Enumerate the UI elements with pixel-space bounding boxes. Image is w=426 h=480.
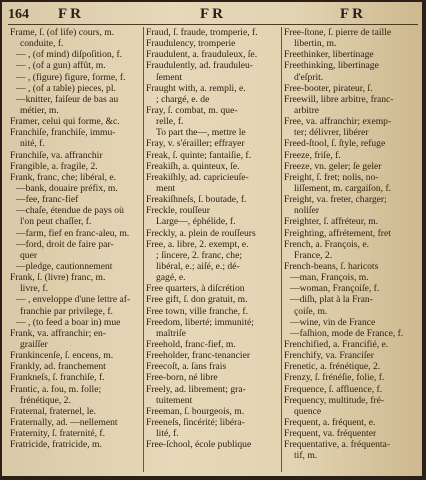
- dictionary-page: [2, 2, 422, 476]
- entry-line: Frequent, a. fréquent, e.: [284, 416, 376, 428]
- column-right: [284, 27, 420, 461]
- entry-line: — , (figure) figure, forme, f.: [16, 71, 126, 83]
- entry-line: libertin, m.: [294, 38, 337, 50]
- entry-line: Frenetic, a. frénétique, 2.: [284, 361, 381, 373]
- entry-line: Frangible, a. fragile, 2.: [10, 160, 98, 172]
- headword-left: FR: [58, 6, 84, 22]
- entry-line: Freakiſhneſs, ſ. boutade, f.: [146, 194, 247, 206]
- entry-line: Freeman, ſ. bourgeois, m.: [146, 405, 245, 417]
- entry-line: Freighter, ſ. affréteur, m.: [284, 216, 379, 228]
- entry-line: Free-ſtone, ſ. pierre de taille: [284, 27, 392, 38]
- entry-line: Free-booter, pirateur, ſ.: [284, 82, 373, 94]
- entry-line: Fratricide, fratricide, m.: [10, 439, 102, 451]
- entry-line: Freckle, rouſſeur: [146, 205, 210, 217]
- entry-line: Freak, ſ. quinte; fantaiſie, f.: [146, 149, 251, 161]
- header-rule: [8, 24, 418, 25]
- entry-line: noliſer: [294, 205, 320, 217]
- entry-line: — , enveloppe d'une lettre af-: [16, 294, 131, 306]
- entry-line: Fraternal, fraternel, le.: [10, 405, 97, 417]
- entry-line: Frequent, va. fréquenter: [284, 428, 377, 440]
- entry-line: arbitre: [294, 104, 320, 116]
- entry-line: Free-ſchool, école publique: [146, 439, 252, 451]
- entry-line: To part the—, mettre le: [156, 127, 246, 139]
- entry-line: Frenchify, va. Franciſer: [284, 350, 374, 362]
- entry-line: —farm, fief en franc-aleu, m.: [16, 227, 130, 239]
- entry-line: Franchiſe, franchiſe, immu-: [10, 127, 116, 139]
- entry-line: l'on peut chaſſer, f.: [20, 216, 92, 228]
- entry-line: French-beans, ſ. haricots: [284, 260, 379, 272]
- entry-line: Fraternally, ad. —nellement: [10, 416, 118, 428]
- entry-line: Free, va. affranchir; exemp-: [284, 116, 392, 128]
- entry-line: Frankly, ad. franchement: [10, 361, 106, 373]
- entry-line: —chaſe, étendue de pays où: [16, 205, 124, 217]
- entry-line: Freedom, liberté; immunité;: [146, 316, 254, 328]
- entry-line: Fraternity, ſ. fraternité, f.: [10, 428, 106, 440]
- entry-line: Freckly, a. plein de rouſſeurs: [146, 227, 256, 239]
- entry-line: —diſh, plat à la Fran-: [290, 294, 373, 306]
- entry-line: —pledge, cautionnement: [16, 260, 113, 272]
- entry-line: —bank, douaire préfix, m.: [16, 182, 118, 194]
- headword-center: FR: [200, 6, 226, 22]
- entry-line: Freethinker, libertinage: [284, 49, 374, 61]
- entry-line: Frank, va. affranchir; en-: [10, 327, 106, 339]
- entry-line: Freecoſt, a. ſans frais: [146, 361, 227, 373]
- entry-line: Fraudulency, tromperie: [146, 38, 236, 50]
- entry-line: Fraudulently, ad. frauduleu-: [146, 60, 254, 72]
- entry-line: Free quarters, à diſcrétion: [146, 283, 245, 295]
- entry-line: ment: [156, 182, 176, 194]
- entry-line: lité, f.: [156, 428, 179, 440]
- entry-line: tif, m.: [294, 450, 318, 462]
- entry-line: liſſement, m. cargaiſon, f.: [294, 182, 392, 194]
- entry-line: ; chargé, e. de: [156, 93, 210, 105]
- column-divider: [281, 27, 282, 472]
- column-left: [10, 27, 142, 450]
- entry-line: maîtriſe: [156, 327, 186, 339]
- entry-line: —ford, droit de faire par-: [16, 238, 114, 250]
- entry-line: Freeholder, franc-tenancier: [146, 350, 251, 362]
- entry-line: — , (of a gun) affût, m.: [16, 60, 106, 72]
- entry-line: Free gift, ſ. don gratuit, m.: [146, 294, 248, 306]
- entry-line: tuitement: [156, 394, 193, 406]
- entry-line: ter; délivrer, libérer: [294, 127, 369, 139]
- entry-line: Fray, v. s'érailler; effrayer: [146, 138, 245, 150]
- entry-line: Freeze, friſe, f.: [284, 149, 341, 161]
- entry-line: Free-born, né libre: [146, 372, 218, 384]
- entry-line: — , (of mind) diſpoſition, f.: [16, 49, 123, 61]
- entry-line: Freight, ſ. fret; nolis, no-: [284, 171, 379, 183]
- headword-right: FR: [340, 6, 366, 22]
- entry-line: Freighting, affrétement, fret: [284, 227, 391, 239]
- entry-line: ſement: [156, 71, 183, 83]
- entry-line: —man, François, m.: [290, 272, 369, 284]
- entry-line: France, 2.: [294, 249, 333, 261]
- entry-line: Freed-ſtool, ſ. ſtyle, refuge: [284, 138, 386, 150]
- entry-line: Frank, franc, che; libéral, e.: [10, 171, 117, 183]
- entry-line: Free, a. libre, 2. exempt, e.: [146, 238, 249, 250]
- entry-line: Frank, ſ. (livre) franc, m.: [10, 272, 106, 284]
- entry-line: nité, f.: [20, 138, 45, 150]
- entry-line: libéral, e.; aiſé, e.; dé-: [156, 260, 240, 272]
- entry-line: Frankincenſe, ſ. encens, m.: [10, 350, 114, 362]
- running-header: [2, 6, 422, 24]
- entry-line: Free town, ville franche, f.: [146, 305, 249, 317]
- entry-line: Framer, celui qui forme, &c.: [10, 116, 120, 128]
- entry-line: —wine, vin de France: [290, 316, 376, 328]
- entry-line: Freeze, vn. geler; ſe geler: [284, 160, 382, 172]
- entry-line: —faſhion, mode de France, f.: [290, 327, 404, 339]
- entry-line: graiſſer: [20, 338, 48, 350]
- entry-line: French, a. François, e.: [284, 238, 369, 250]
- entry-line: Large—, éphélide, f.: [156, 216, 236, 228]
- entry-line: d'eſprit.: [294, 71, 324, 83]
- entry-line: Fraud, ſ. fraude, tromperie, f.: [146, 27, 258, 38]
- entry-line: conduite, f.: [20, 38, 64, 50]
- entry-line: Fraudulent, a. frauduleux, ſe.: [146, 49, 258, 61]
- entry-line: Fray, ſ. combat, m. que-: [146, 104, 238, 116]
- entry-line: Fraught with, a. rempli, e.: [146, 82, 246, 94]
- entry-line: —fee, franc-fief: [16, 194, 79, 206]
- entry-line: Frequence, ſ. affluence, f.: [284, 383, 383, 395]
- entry-line: — , (of a table) pieces, pl.: [16, 82, 116, 94]
- entry-line: Franchiſe, va. affranchir: [10, 149, 103, 161]
- entry-line: Frequency, multitude, fré-: [284, 394, 385, 406]
- entry-line: frénétique, 2.: [20, 394, 71, 406]
- entry-line: Frantic, a. fou, m. folle;: [10, 383, 102, 395]
- entry-line: ; ſincere, 2. franc, che;: [156, 249, 243, 261]
- entry-line: Frenzy, ſ. frénéſie, folie, f.: [284, 372, 385, 384]
- entry-line: Frankneſs, ſ. franchiſe, f.: [10, 372, 105, 384]
- entry-line: franchie par privilege, f.: [20, 305, 113, 317]
- entry-line: Freakiſhly, ad. capricieuſe-: [146, 171, 249, 183]
- entry-line: Freakiſh, a. quinteux, ſe.: [146, 160, 240, 172]
- column-center: [146, 27, 278, 450]
- entry-line: relle, f.: [156, 116, 184, 128]
- entry-line: Frequentative, a. fréquenta-: [284, 439, 391, 451]
- column-divider: [143, 27, 144, 472]
- entry-line: çoiſe, m.: [294, 305, 328, 317]
- entry-line: livre, f.: [20, 283, 48, 295]
- entry-line: Frenchified, a. Francifié, e.: [284, 338, 389, 350]
- entry-line: —woman, Françoiſe, f.: [290, 283, 380, 295]
- entry-line: Freeneſs, ſincérité; libéra-: [146, 416, 245, 428]
- entry-line: Freely, ad. librement; gra-: [146, 383, 246, 395]
- entry-line: Freehold, franc-fief, m.: [146, 338, 236, 350]
- entry-line: Frame, ſ. (of life) cours, m.: [10, 27, 115, 38]
- entry-line: quer: [20, 249, 38, 261]
- page-number: 164: [8, 7, 29, 22]
- entry-line: — , (to feed a boar in) mue: [16, 316, 121, 328]
- entry-line: Freewill, libre arbitre, franc-: [284, 93, 394, 105]
- entry-line: quence: [294, 405, 322, 417]
- entry-line: gagé, e.: [156, 272, 186, 284]
- entry-line: —knitter, faiſeur de bas au: [16, 93, 119, 105]
- entry-line: Freight, va. freter, charger;: [284, 194, 387, 206]
- entry-line: métier, m.: [20, 104, 59, 116]
- entry-line: Freethinking, libertinage: [284, 60, 379, 72]
